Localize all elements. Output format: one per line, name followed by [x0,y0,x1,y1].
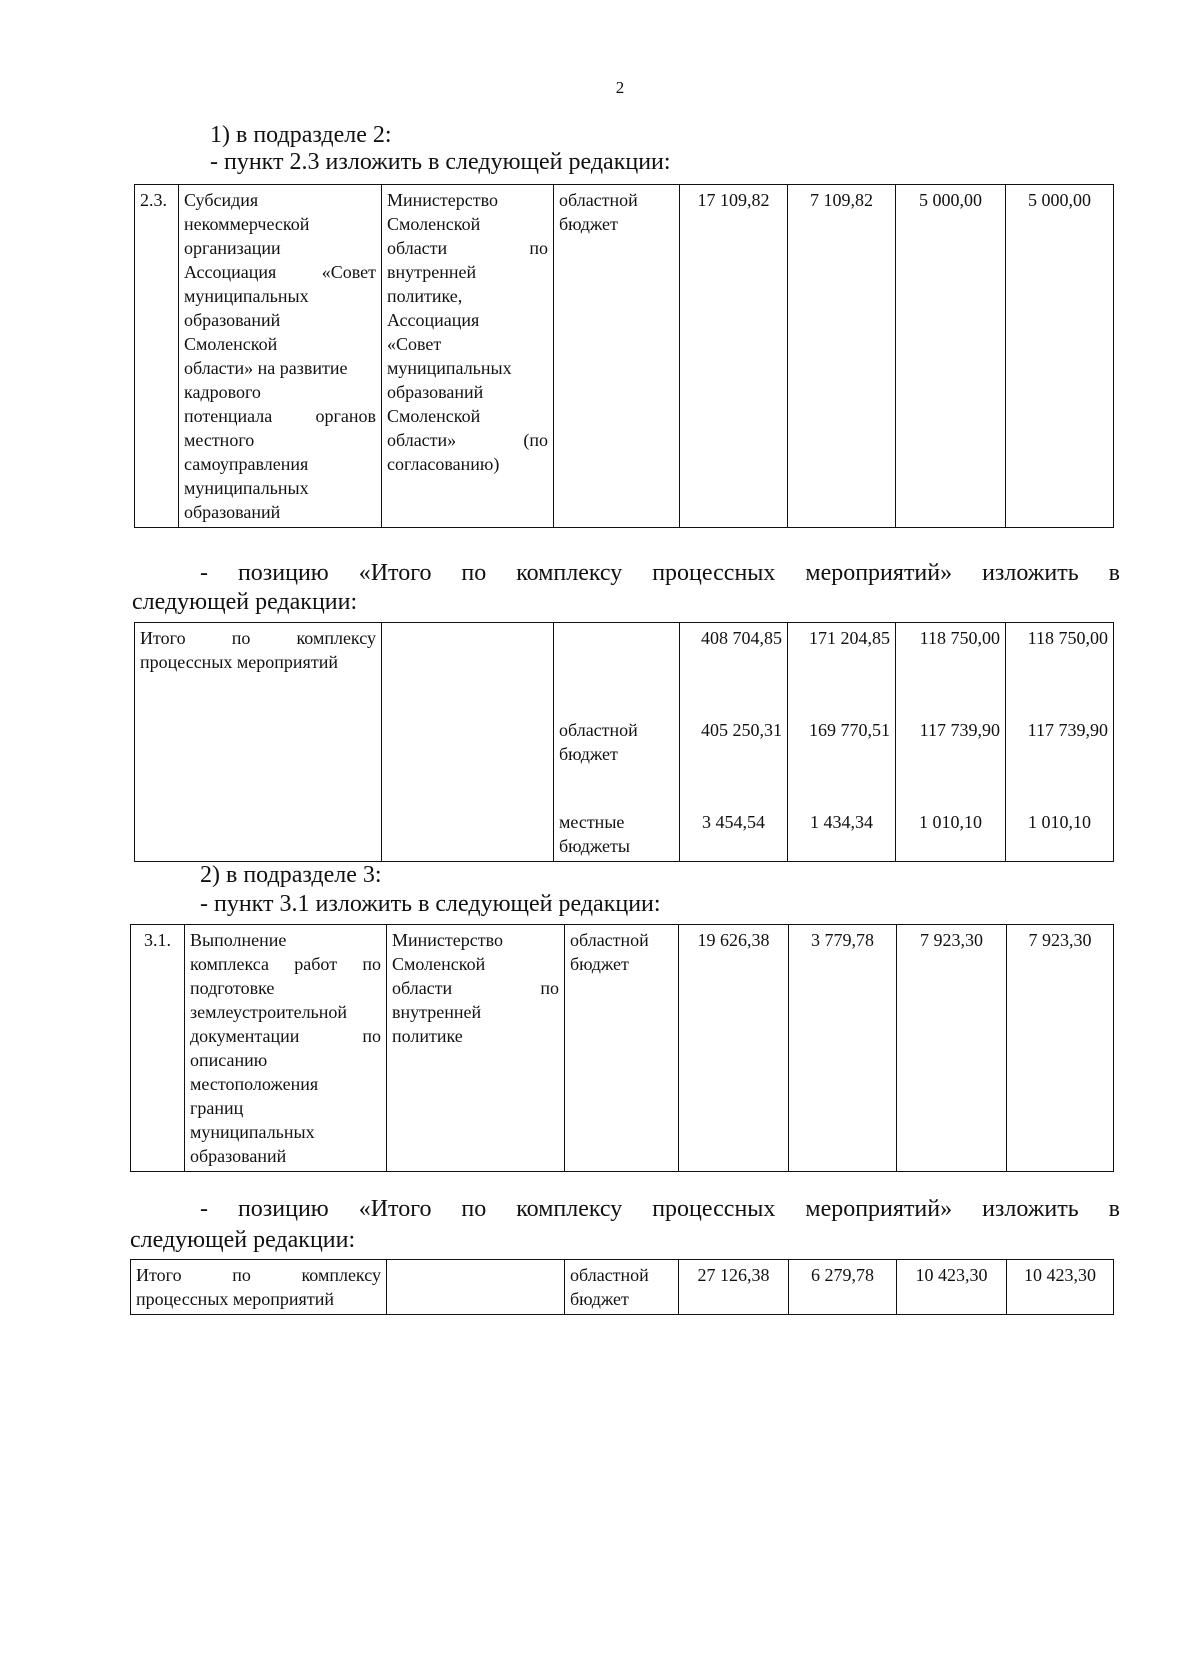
amount-total: 405 250,31 [680,715,788,807]
section2-item-instruction: - пункт 3.1 изложить в следующей редакции: [200,891,661,917]
instruction-word: мероприятий» [805,560,953,586]
cell-line: муниципальных [184,286,309,306]
cell-line: муниципальных [387,358,512,378]
cell-line: Смоленской [184,334,278,354]
cell-line: Ассоциация [387,310,480,330]
section2-total-instruction-cont: следующей редакции: [130,1227,356,1253]
cell-line [190,1024,381,1048]
cell-line: муниципальных [190,1122,315,1142]
page-number: 2 [615,78,625,97]
cell-line: описанию [190,1050,268,1070]
cell-line: Субсидия [184,190,259,210]
amount-total: 17 109,82 [680,185,788,528]
item-number: 2.3. [135,185,179,528]
total-label [131,1260,387,1315]
amount-year-3: 117 739,90 [1006,715,1114,807]
cell-line: согласованию) [387,454,500,474]
cell-word: «Совет [321,262,376,282]
amount-year-1: 171 204,85 [788,623,896,716]
amount-year-1: 6 279,78 [789,1260,897,1315]
item-2-3-table [134,184,1114,528]
section2-total-instruction [200,1196,1120,1223]
amount-total: 408 704,85 [680,623,788,716]
cell-line: Смоленской [392,954,486,974]
cell-line: местные [559,812,625,832]
section2-heading: 2) в подразделе 3: [200,862,382,888]
cell-word: работ [294,954,338,974]
cell-word: области [387,238,448,258]
instruction-word: по [461,1196,487,1222]
cell-line: бюджет [570,954,629,974]
cell-line: самоуправления [184,454,309,474]
instruction-word: «Итого [358,560,432,586]
funding-source [554,807,680,862]
amount-year-2: 1 010,10 [896,807,1006,862]
section1-item-instruction: - пункт 2.3 изложить в следующей редакции: [210,149,671,175]
cell-line: бюджет [570,1289,629,1309]
cell-line: бюджет [559,214,618,234]
item-name [185,925,387,1172]
amount-year-2: 118 750,00 [896,623,1006,716]
amount-year-3: 7 923,30 [1007,925,1114,1172]
cell-line: процессных мероприятий [136,1289,334,1309]
cell-line [136,1263,381,1287]
section2-total-table [130,1259,1114,1315]
cell-line: внутренней [392,1002,482,1022]
cell-line [184,260,376,284]
cell-line [387,236,548,260]
cell-line: Министерство [392,930,503,950]
item-executor [382,185,554,528]
table-row [135,623,1114,716]
cell-line: местного [184,430,255,450]
cell-word: Ассоциация [184,262,277,282]
cell-line: подготовке [190,978,275,998]
funding-source [554,185,680,528]
amount-total: 19 626,38 [679,925,789,1172]
cell-word: по [362,1026,381,1046]
item-executor [387,925,565,1172]
table-row [131,1260,1114,1315]
cell-word: по [362,954,381,974]
cell-word: Итого [140,628,186,648]
amount-year-1: 169 770,51 [788,715,896,807]
funding-source [565,1260,679,1315]
item-number: 3.1. [131,925,185,1172]
item-name [179,185,382,528]
cell-line: землеустроительной [190,1002,348,1022]
section1-total-instruction-cont: следующей редакции: [132,589,358,615]
instruction-word: процессных [652,1196,776,1222]
cell-word: потенциала [184,406,273,426]
section1-total-instruction [200,560,1120,587]
instruction-word: комплексу [516,1196,623,1222]
section1-total-table [134,622,1114,862]
instruction-word: - [200,1196,208,1222]
cell-word: комплекса [190,954,269,974]
table-row [131,925,1114,1172]
instruction-word: мероприятий» [805,1196,953,1222]
cell-line: образований [184,310,281,330]
instruction-word: позицию [237,560,329,586]
instruction-word: изложить [982,1196,1079,1222]
cell-line: кадрового [184,382,261,402]
cell-word: по [231,628,251,648]
cell-line: Смоленской [387,406,481,426]
instruction-word: изложить [982,560,1079,586]
amount-year-3: 5 000,00 [1006,185,1114,528]
funding-source [554,715,680,807]
cell-line [387,428,548,452]
instruction-word: «Итого [358,1196,432,1222]
cell-word: области» [387,430,457,450]
amount-year-2: 117 739,90 [896,715,1006,807]
amount-year-1: 1 434,34 [788,807,896,862]
cell-word: комплексу [296,628,376,648]
instruction-word: комплексу [516,560,623,586]
cell-line: области» на развитие [184,358,348,378]
amount-year-2: 10 423,30 [897,1260,1007,1315]
cell-line: «Совет [387,334,442,354]
cell-line: областной [559,190,638,210]
cell-word: Итого [136,1265,182,1285]
cell-line: бюджет [559,744,618,764]
cell-line: муниципальных [184,478,309,498]
cell-line: Выполнение [190,930,287,950]
total-label [135,623,382,862]
cell-line [184,404,376,428]
instruction-word: - [200,560,208,586]
instruction-word: процессных [652,560,776,586]
item-3-1-table [130,924,1114,1172]
amount-total: 3 454,54 [680,807,788,862]
cell-line [190,952,381,976]
cell-line: бюджеты [559,836,630,856]
cell-line: образований [184,502,281,522]
cell-line: областной [559,720,638,740]
cell-word: органов [315,406,376,426]
cell-line: областной [570,1265,649,1285]
instruction-word: в [1108,1196,1120,1222]
cell-line: границ [190,1098,244,1118]
cell-line: областной [570,930,649,950]
cell-line: образований [387,382,484,402]
cell-word: области [392,978,453,998]
cell-line: Министерство [387,190,498,210]
cell-line: организации [184,238,281,258]
instruction-word: по [461,560,487,586]
cell-word: по [232,1265,251,1285]
amount-year-1: 7 109,82 [788,185,896,528]
cell-word: по [540,978,559,998]
cell-line: внутренней [387,262,477,282]
table-row [135,185,1114,528]
cell-line: некоммерческой [184,214,310,234]
amount-year-1: 3 779,78 [789,925,897,1172]
cell-line: местоположения [190,1074,319,1094]
instruction-word: позицию [237,1196,329,1222]
cell-word: по [529,238,548,258]
cell-line: образований [190,1146,287,1166]
cell-line: политике [392,1026,463,1046]
total-executor [382,623,554,862]
amount-year-2: 5 000,00 [896,185,1006,528]
amount-year-3: 118 750,00 [1006,623,1114,716]
cell-word: комплексу [301,1265,381,1285]
amount-year-3: 10 423,30 [1007,1260,1114,1315]
cell-line [140,626,376,650]
cell-line: процессных мероприятий [140,652,338,672]
funding-source [565,925,679,1172]
amount-year-2: 7 923,30 [897,925,1007,1172]
cell-line [392,976,559,1000]
amount-year-3: 1 010,10 [1006,807,1114,862]
section1-heading: 1) в подразделе 2: [210,122,392,148]
funding-source [554,623,680,716]
amount-total: 27 126,38 [679,1260,789,1315]
total-executor [387,1260,565,1315]
cell-line: политике, [387,286,463,306]
cell-line: Смоленской [387,214,481,234]
cell-word: (по [523,430,548,450]
cell-word: документации [190,1026,300,1046]
instruction-word: в [1108,560,1120,586]
